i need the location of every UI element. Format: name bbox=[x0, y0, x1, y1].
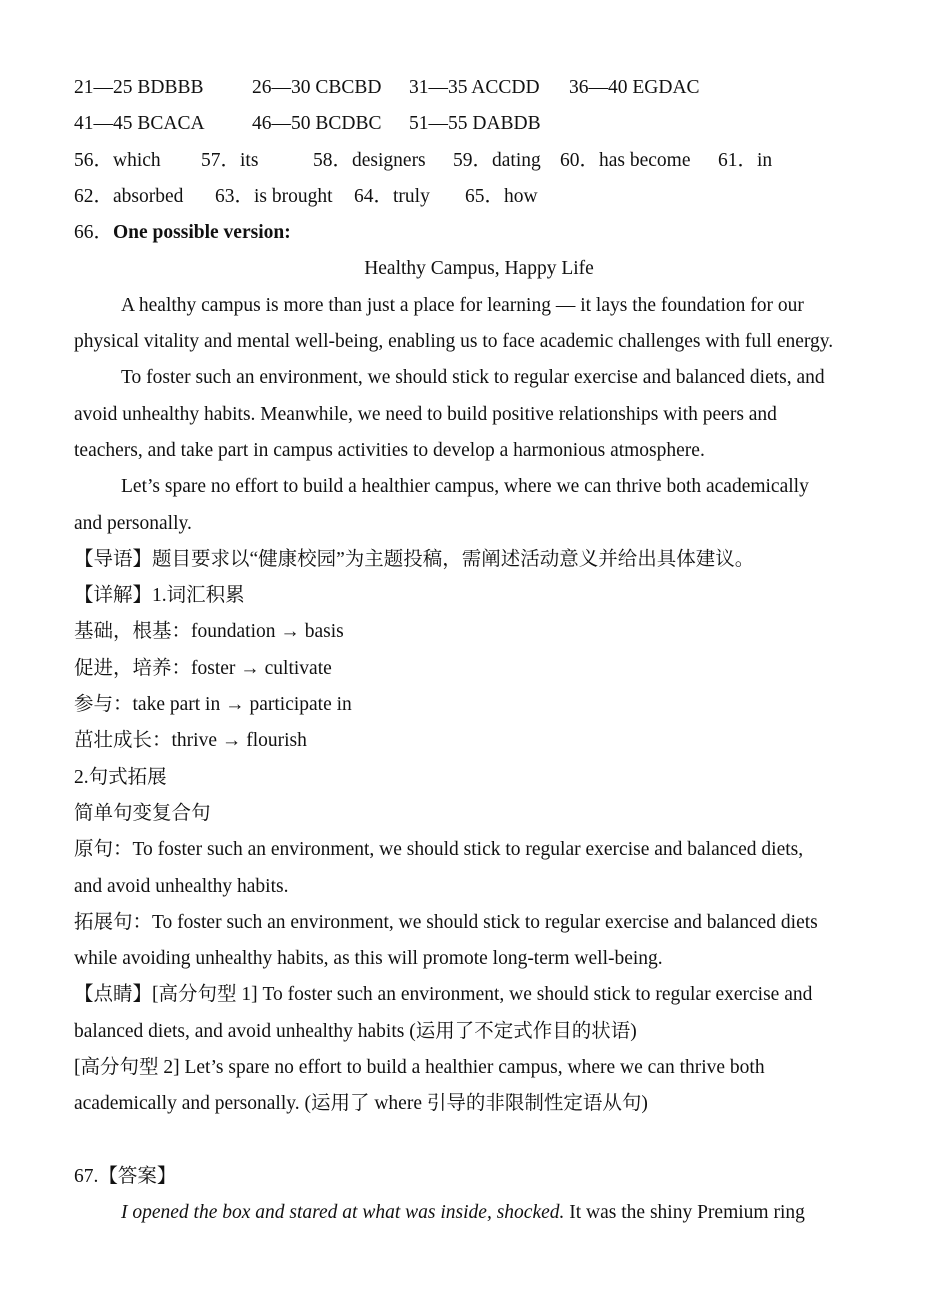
note-line3: [高分句型 2] Let’s spare no effort to build a healthier campus, where we can thrive both bbox=[74, 1057, 765, 1079]
q67-answer-line bbox=[74, 1195, 884, 1231]
note-line2: balanced diets, and avoid unhealthy habits (运用了不定式作目的状语) bbox=[74, 1020, 637, 1042]
answer-41-45: 41—45 BCACA bbox=[74, 113, 205, 135]
answer-46-50: 46—50 BCDBC bbox=[252, 113, 382, 135]
vocab-item: 促进，培养：foster → cultivate bbox=[74, 657, 332, 679]
answer-document bbox=[74, 70, 884, 1231]
q67-continuation: It was the shiny Premium ring bbox=[564, 1201, 805, 1223]
answer-65: 65．how bbox=[465, 185, 538, 207]
answer-61: 61．in bbox=[718, 149, 773, 171]
answer-57: 57．its bbox=[201, 149, 259, 171]
note-line4: academically and personally. (运用了 where 引导的非限制性定语从句) bbox=[74, 1093, 648, 1115]
extended-sentence-line1: 拓展句：To foster such an environment, we should stick to regular exercise and balanced diets bbox=[74, 911, 818, 933]
answer-31-35: 31—35 ACCDD bbox=[409, 77, 540, 98]
q66-label: One possible version: bbox=[113, 222, 291, 244]
answer-60: 60．has become bbox=[560, 149, 691, 171]
essay-title: Healthy Campus, Happy Life bbox=[364, 258, 594, 280]
essay-p2-line2: avoid unhealthy habits. Meanwhile, we need to build positive relationships with peers and bbox=[74, 403, 777, 425]
vocab-item: 茁壮成长：thrive → flourish bbox=[74, 730, 307, 752]
answer-21-25: 21—25 BDBBB bbox=[74, 77, 204, 98]
answer-59: 59．dating bbox=[453, 149, 541, 171]
q66-header bbox=[74, 215, 884, 251]
essay-p3-line1: Let’s spare no effort to build a healthier campus, where we can thrive both academically bbox=[121, 476, 809, 498]
answer-row-21-40 bbox=[74, 70, 884, 106]
guide-text: 【导语】题目要求以“健康校园”为主题投稿，需阐述活动意义并给出具体建议。 bbox=[74, 548, 755, 570]
q66-number: 66． bbox=[74, 222, 114, 244]
essay-p3-line2: and personally. bbox=[74, 512, 192, 534]
answer-64: 64．truly bbox=[354, 185, 430, 207]
vocab-item: 参与：take part in → participate in bbox=[74, 694, 352, 716]
answer-51-55: 51—55 DABDB bbox=[409, 113, 541, 135]
answer-56: 56．which bbox=[74, 149, 161, 171]
answer-row-41-55 bbox=[74, 106, 884, 142]
answer-36-40: 36—40 EGDAC bbox=[569, 77, 700, 98]
spacer bbox=[74, 1123, 884, 1159]
original-sentence-line1: 原句：To foster such an environment, we should stick to regular exercise and balanced diets, bbox=[74, 839, 804, 861]
essay-p1-line2: physical vitality and mental well-being, enabling us to face academic challenges with full energy. bbox=[74, 331, 834, 353]
q67-italic-sentence: I opened the box and stared at what was inside, shocked. bbox=[121, 1201, 565, 1223]
vocab-item: 基础，根基：foundation → basis bbox=[74, 621, 344, 643]
original-sentence-line2: and avoid unhealthy habits. bbox=[74, 875, 289, 897]
answer-26-30: 26—30 CBCBD bbox=[252, 77, 382, 98]
answer-row-62-65 bbox=[74, 179, 884, 215]
answer-63: 63．is brought bbox=[215, 185, 333, 207]
extended-sentence-line2: while avoiding unhealthy habits, as this will promote long-term well-being. bbox=[74, 948, 663, 970]
answer-58: 58．designers bbox=[313, 149, 426, 171]
pattern-heading: 2.句式拓展 bbox=[74, 766, 167, 788]
answer-62: 62．absorbed bbox=[74, 185, 184, 207]
note-line1: 【点睛】[高分句型 1] To foster such an environment, we should stick to regular exercise and bbox=[74, 984, 813, 1006]
essay-p2-line3: teachers, and take part in campus activities to develop a harmonious atmosphere. bbox=[74, 439, 705, 461]
essay-p1-line1: A healthy campus is more than just a place for learning — it lays the foundation for our bbox=[121, 294, 804, 316]
pattern-subheading: 简单句变复合句 bbox=[74, 802, 211, 824]
detail-heading: 【详解】1.词汇积累 bbox=[74, 585, 245, 607]
q67-heading: 67.【答案】 bbox=[74, 1165, 177, 1187]
answer-row-56-61 bbox=[74, 143, 884, 179]
essay-p2-line1: To foster such an environment, we should stick to regular exercise and balanced diets, and bbox=[121, 367, 825, 389]
